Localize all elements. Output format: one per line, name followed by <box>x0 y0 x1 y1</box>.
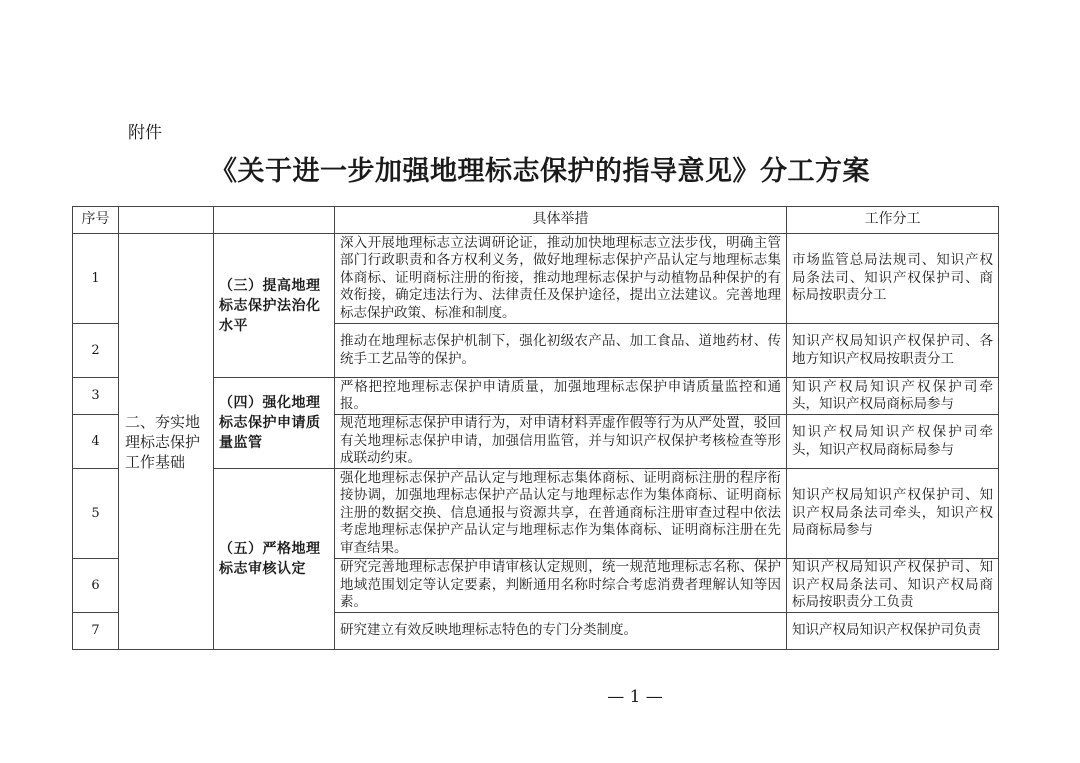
measure-cell: 研究完善地理标志保护申请审核认定规则，统一规范地理标志名称、保护地域范围划定等认定要素，判断通用名称时综合考虑消费者理解认知等因素。 <box>335 559 787 613</box>
header-measures: 具体举措 <box>335 207 787 234</box>
header-category <box>119 207 214 234</box>
measure-cell: 规范地理标志保护申请行为，对申请材料弄虚作假等行为从严处置，驳回有关地理标志保护申请，加强信用监管，并与知识产权保护考核检查等形成联动约束。 <box>335 415 787 469</box>
header-sub <box>214 207 335 234</box>
row-index: 2 <box>73 324 119 378</box>
page-number <box>0 687 1080 707</box>
division-cell: 知识产权局知识产权保护司、知识产权局条法司、知识产权局商标局按职责分工负责 <box>787 559 999 613</box>
row-index: 6 <box>73 559 119 613</box>
measure-cell: 研究建立有效反映地理标志特色的专门分类制度。 <box>335 613 787 650</box>
table-row <box>73 234 999 324</box>
group-cell: （四）强化地理标志保护申请质量监管 <box>214 378 335 469</box>
group-cell: （三）提高地理标志保护法治化水平 <box>214 234 335 378</box>
division-cell: 市场监管总局法规司、知识产权局条法司、知识产权保护司、商标局按职责分工 <box>787 234 999 324</box>
document-title: 《关于进一步加强地理标志保护的指导意见》分工方案 <box>210 156 870 187</box>
group-cell: （五）严格地理标志审核认定 <box>214 469 335 650</box>
row-index: 7 <box>73 613 119 650</box>
measure-cell: 深入开展地理标志立法调研论证，推动加快地理标志立法步伐，明确主管部门行政职责和各方权利义务，做好地理标志保护产品认定与地理标志集体商标、证明商标注册的衔接，推动地理标志保护与动植物品种保护的有效衔接，确定违法行为、法律责任及保护途径，提出立法建议。完善地理标志保护政策、标准和制度。 <box>335 234 787 324</box>
measure-cell: 严格把控地理标志保护申请质量，加强地理标志保护申请质量监控和通报。 <box>335 378 787 415</box>
measure-cell: 推动在地理标志保护机制下，强化初级农产品、加工食品、道地药材、传统手工艺品等的保护。 <box>335 324 787 378</box>
header-division: 工作分工 <box>787 207 999 234</box>
row-index: 5 <box>73 469 119 559</box>
header-index: 序号 <box>73 207 119 234</box>
division-cell: 知识产权局知识产权保护司牵头，知识产权局商标局参与 <box>787 415 999 469</box>
row-index: 1 <box>73 234 119 324</box>
table-header-row <box>73 207 999 234</box>
division-cell: 知识产权局知识产权保护司牵头，知识产权局商标局参与 <box>787 378 999 415</box>
row-index: 4 <box>73 415 119 469</box>
page-number-text: — 1 — <box>607 687 663 707</box>
category-cell: 二、夯实地理标志保护工作基础 <box>119 234 214 650</box>
division-cell: 知识产权局知识产权保护司、各地方知识产权局按职责分工 <box>787 324 999 378</box>
row-index: 3 <box>73 378 119 415</box>
attachment-label: 附件 <box>128 123 162 143</box>
division-cell: 知识产权局知识产权保护司、知识产权局条法司牵头，知识产权局商标局参与 <box>787 469 999 559</box>
division-table <box>72 206 999 650</box>
measure-cell: 强化地理标志保护产品认定与地理标志集体商标、证明商标注册的程序衔接协调，加强地理标志保护产品认定与地理标志作为集体商标、证明商标注册的数据交换、信息通报与资源共享，在普通商标注册审查过程中依法考虑地理标志保护产品认定与地理标志作为集体商标、证明商标注册在先审查结果。 <box>335 469 787 559</box>
division-cell: 知识产权局知识产权保护司负责 <box>787 613 999 650</box>
